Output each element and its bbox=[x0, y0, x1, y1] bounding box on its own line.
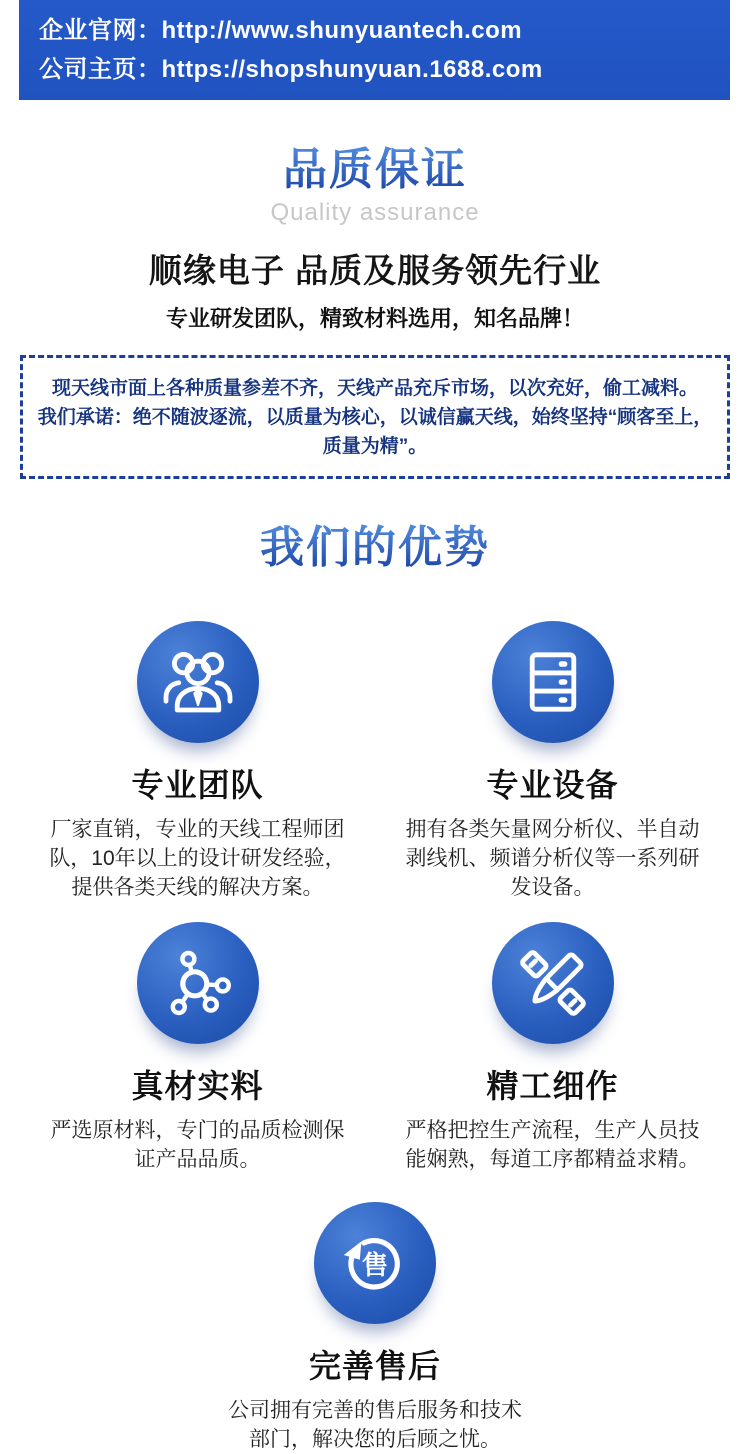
advantage-title: 精工细作 bbox=[375, 1061, 730, 1107]
homepage-label: 公司主页： bbox=[39, 56, 162, 83]
craftsmanship-icon-circle bbox=[492, 922, 614, 1044]
advantages-row-3 bbox=[0, 1202, 750, 1454]
quality-section bbox=[0, 133, 750, 333]
advantage-title: 完善售后 bbox=[198, 1341, 553, 1387]
advantages-title: 我们的优势 bbox=[260, 511, 490, 575]
materials-icon-circle bbox=[137, 922, 259, 1044]
quality-title: 品质保证 bbox=[283, 133, 467, 197]
quality-subtitle-en: Quality assurance bbox=[0, 199, 750, 227]
craftsmanship-icon bbox=[513, 943, 593, 1023]
team-icon-circle bbox=[137, 621, 259, 743]
advantages-row-1 bbox=[0, 621, 750, 902]
quality-subheading: 专业研发团队，精致材料选用，知名品牌！ bbox=[0, 302, 750, 333]
aftersales-icon bbox=[335, 1223, 415, 1303]
advantage-title: 真材实料 bbox=[20, 1061, 375, 1107]
advantage-desc: 厂家直销，专业的天线工程师团队，10年以上的设计研发经验，提供各类天线的解决方案。 bbox=[47, 815, 349, 902]
advantage-title: 专业团队 bbox=[20, 760, 375, 806]
homepage-line bbox=[39, 50, 730, 89]
promise-line-2: 我们承诺：绝不随波逐流，以质量为核心，以诚信赢天线，始终坚持“顾客至上，质量为精”。 bbox=[29, 403, 721, 461]
advantage-desc: 拥有各类矢量网分析仪、半自动剥线机、频谱分析仪等一系列研发设备。 bbox=[402, 815, 704, 902]
advantage-item-craftsmanship bbox=[375, 922, 730, 1174]
team-icon bbox=[158, 642, 238, 722]
advantage-desc: 严格把控生产流程，生产人员技能娴熟，每道工序都精益求精。 bbox=[402, 1116, 704, 1174]
header-banner bbox=[19, 0, 730, 100]
advantage-desc: 严选原材料，专门的品质检测保证产品品质。 bbox=[47, 1116, 349, 1174]
advantage-item-team bbox=[20, 621, 375, 902]
website-label: 企业官网： bbox=[39, 17, 162, 44]
quality-heading: 顺缘电子 品质及服务领先行业 bbox=[0, 245, 750, 292]
equipment-icon-circle bbox=[492, 621, 614, 743]
advantage-item-equipment bbox=[375, 621, 730, 902]
advantages-section bbox=[0, 511, 750, 1454]
homepage-url[interactable]: https://shopshunyuan.1688.com bbox=[162, 56, 543, 83]
advantages-row-2 bbox=[0, 922, 750, 1174]
advantage-desc: 公司拥有完善的售后服务和技术部门，解决您的后顾之忧。 bbox=[224, 1396, 526, 1454]
advantage-item-materials bbox=[20, 922, 375, 1174]
advantage-title: 专业设备 bbox=[375, 760, 730, 806]
promise-box bbox=[20, 355, 730, 479]
website-url[interactable]: http://www.shunyuantech.com bbox=[162, 17, 523, 44]
promise-line-1: 现天线市面上各种质量参差不齐，天线产品充斥市场，以次充好，偷工减料。 bbox=[29, 374, 721, 403]
materials-icon bbox=[158, 943, 238, 1023]
aftersales-icon-circle bbox=[314, 1202, 436, 1324]
equipment-icon bbox=[513, 642, 593, 722]
aftersales-badge-char: 售 bbox=[362, 1250, 388, 1280]
advantage-item-aftersales bbox=[198, 1202, 553, 1454]
website-line bbox=[39, 11, 730, 50]
